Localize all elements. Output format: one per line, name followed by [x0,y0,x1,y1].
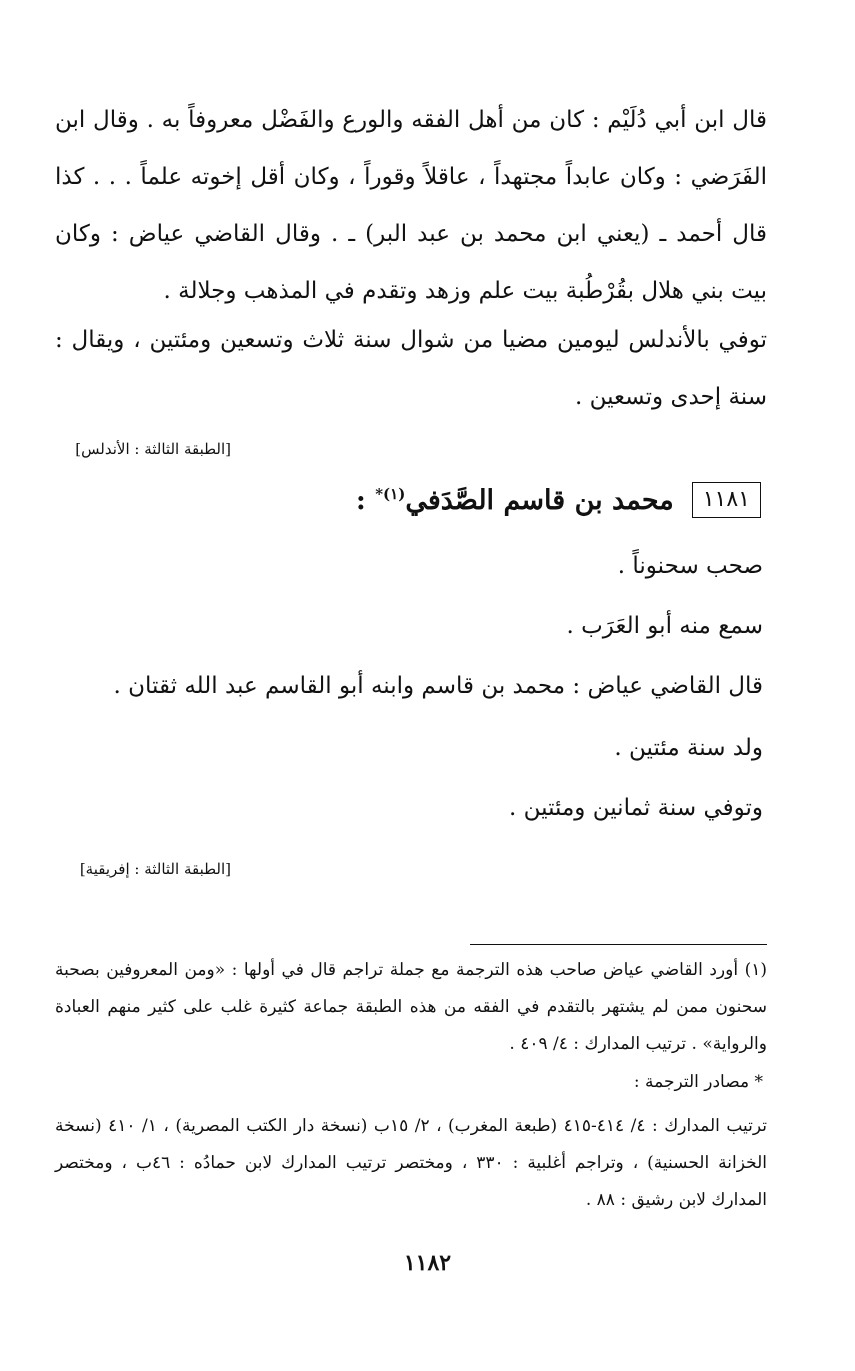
entry-line: ولد سنة مئتين . [614,735,763,761]
entry-line: وتوفي سنة ثمانين ومئتين . [509,795,763,821]
entry-title [356,485,674,516]
page-number: ١١٨٢ [403,1250,452,1276]
body-paragraph: قال ابن أبي دُلَيْم : كان من أهل الفقه والورع والفَضْل معروفاً به . وقال ابن الفَرَضي : وكان عابداً مجتهداً ، عاقلاً وقوراً ، وكان أقل إخوته علماً . . . كذا قال أحمد ـ (يعني ابن محمد بن عبد البر) ـ . وقال القاضي عياض : وكان بيت بني هلال بقُرْطُبة بيت علم وزهد وتقدم في المذهب وجلالة . [55,107,767,304]
entry-name: محمد بن قاسم الصَّدَفي [405,484,674,516]
sources-heading: * مصادر الترجمة : [633,1072,763,1092]
section-tag: [الطبقة الثالثة : إفريقية] [79,860,231,878]
entry-heading [356,482,761,518]
body-paragraph: توفي بالأندلس ليومين مضيا من شوال سنة ثلاث وتسعين ومئتين ، ويقال : سنة إحدى وتسعين . [55,327,767,410]
entry-line: سمع منه أبو العَرَب . [566,613,763,639]
entry-line: صحب سحنوناً . [617,553,763,579]
footnote-marker: (١)* [375,484,406,503]
footnote-divider [470,944,767,945]
sources-text: ترتيب المدارك : ٤/ ٤١٤-٤١٥ (طبعة المغرب) ، ٢/ ١٥ب (نسخة دار الكتب المصرية) ، ١/ ٤١٠ (نسخة الخزانة الحسنية) ، وتراجم أغلبية : ٣٣٠ ، ومختصر ترتيب المدارك لابن حمادُه : ٤٦ب ، ومختصر المدارك لابن رشيق : ٨٨ . [55,1116,768,1210]
entry-colon: : [355,484,376,516]
entry-line: قال القاضي عياض : محمد بن قاسم وابنه أبو القاسم عبد الله ثقتان . [113,673,763,699]
entry-number-box: ١١٨١ [692,482,761,518]
footnote: (١) أورد القاضي عياض صاحب هذه الترجمة مع جملة تراجم قال في أولها : «ومن المعروفين بصحبة سحنون ممن لم يشتهر بالتقدم في الفقه من هذه الطبقة جماعة كثيرة غلب على كثير منهم العبادة والرواية» . ترتيب المدارك : ٤/ ٤٠٩ . [55,960,767,1054]
section-tag: [الطبقة الثالثة : الأندلس] [75,440,231,458]
